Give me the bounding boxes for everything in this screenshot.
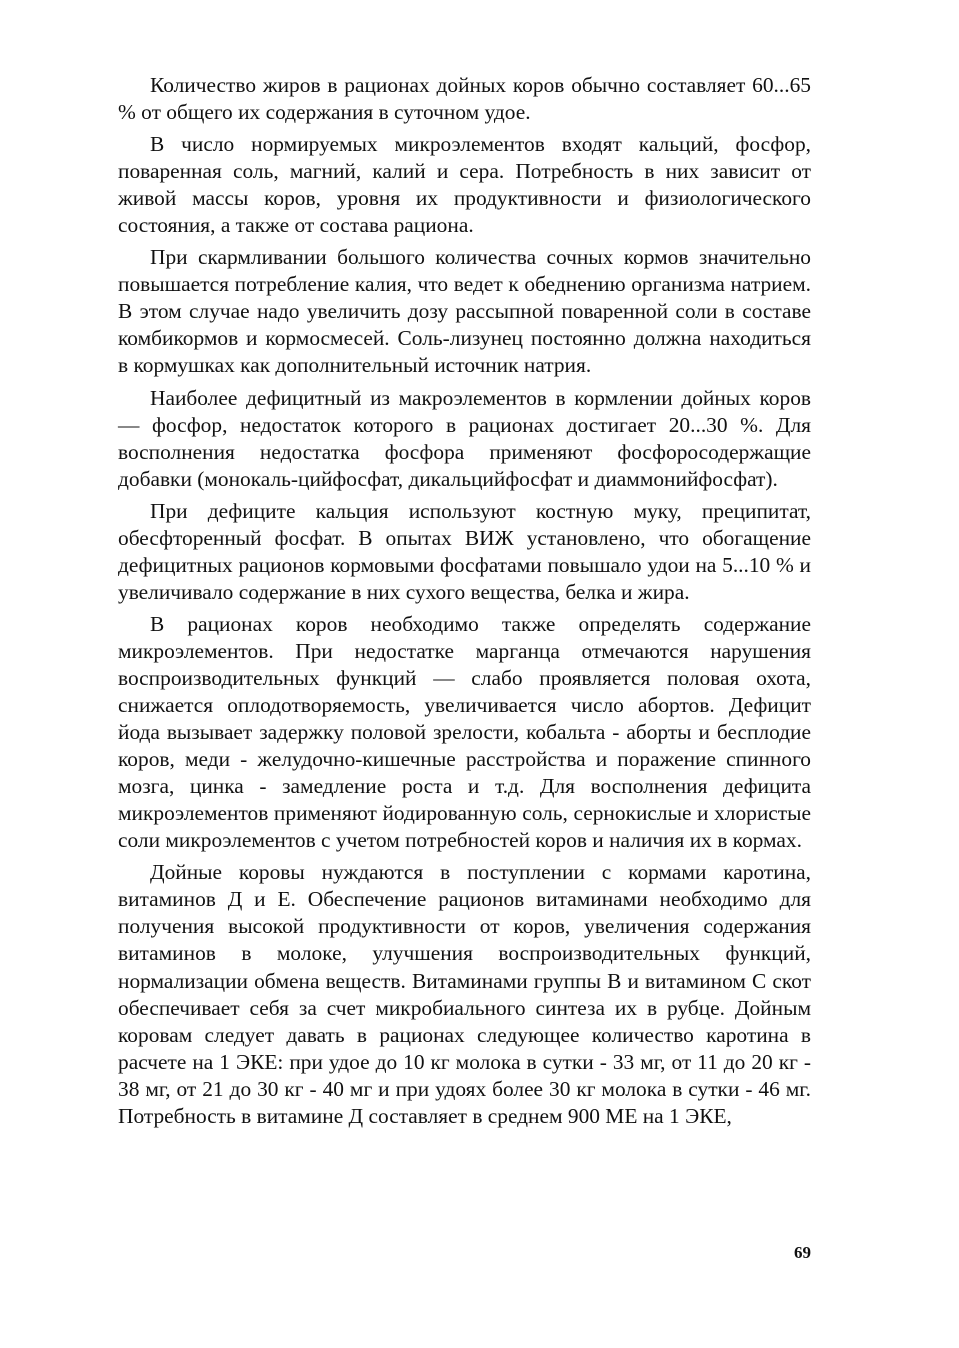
paragraph-microelements: В рационах коров необходимо также определять содержание микроэлементов. При недостатке марганца отмечаются нарушения воспроизводительных функций — слабо проявляется половая охота, снижается оплодотворяемость, увеличивается число абортов. Дефицит йода вызывает задержку половой зрелости, кобальта - аборты и бесплодие коров, меди - желудочно-кишечные расстройства и поражение спинного мозга, цинка - замедление роста и т.д. Для восполнения дефицита микроэлементов применяют йодированную соль, сернокислые и хлористые соли микроэлементов с учетом потребностей коров и наличия их в кормах. [118, 611, 811, 853]
paragraph-fat-content: Количество жиров в рационах дойных коров обычно составляет 60...65 % от общего их содержания в суточном удое. [118, 73, 811, 125]
body-text [118, 72, 811, 1135]
paragraph-phosphorus: Наиболее дефицитный из макроэлементов в кормлении дойных коров — фосфор, недостаток которого в рационах достигает 20...30 %. Для восполнения недостатка фосфора применяют фосфоросодержащие добавки (монокаль-цийфосфат, дикальцийфосфат и диаммонийфосфат). [118, 385, 811, 491]
paragraph-vitamins: Дойные коровы нуждаются в поступлении с кормами каротина, витаминов Д и Е. Обеспечение рационов витаминами необходимо для получения высокой продуктивности от коров, увеличения содержания витаминов в молоке, улучшения воспроизводительных функций, нормализации обмена веществ. Витаминами группы В и витамином С скот обеспечивает себя за счет микробиального синтеза их в рубце. Дойным коровам следует давать в рационах следующее количество каротина в расчете на 1 ЭКЕ: при удое до 10 кг молока в сутки - 33 мг, от 11 до 20 кг - 38 мг, от 21 до 30 кг - 40 мг и при удоях более 30 кг молока в сутки - 46 мг. Потребность в витамине Д составляет в среднем 900 МЕ на 1 ЭКЕ, [118, 860, 811, 1128]
paragraph-calcium: При дефиците кальция используют костную муку, преципитат, обесфторенный фосфат. В опытах ВИЖ установлено, что обогащение дефицитных рационов кормовыми фосфатами повышало удои на 5...10 % и увеличивало содержание в них сухого вещества, белка и жира. [118, 498, 811, 604]
paragraph-sodium: При скармливании большого количества сочных кормов значительно повышается потребление калия, что ведет к обеднению организма натрием. В этом случае надо увеличить дозу рассыпной поваренной соли в составе комбикормов и кормосмесей. Соль-лизунец постоянно должна находиться в кормушках как дополнительный источник натрия. [118, 245, 811, 378]
page-number: 69 [794, 1243, 811, 1262]
paragraph-macroelements: В число нормируемых микроэлементов входят кальций, фосфор, поваренная соль, магний, калий и сера. Потребность в них зависит от живой массы коров, уровня их продуктивности и физиологического состояния, а также от состава рациона. [118, 132, 811, 238]
